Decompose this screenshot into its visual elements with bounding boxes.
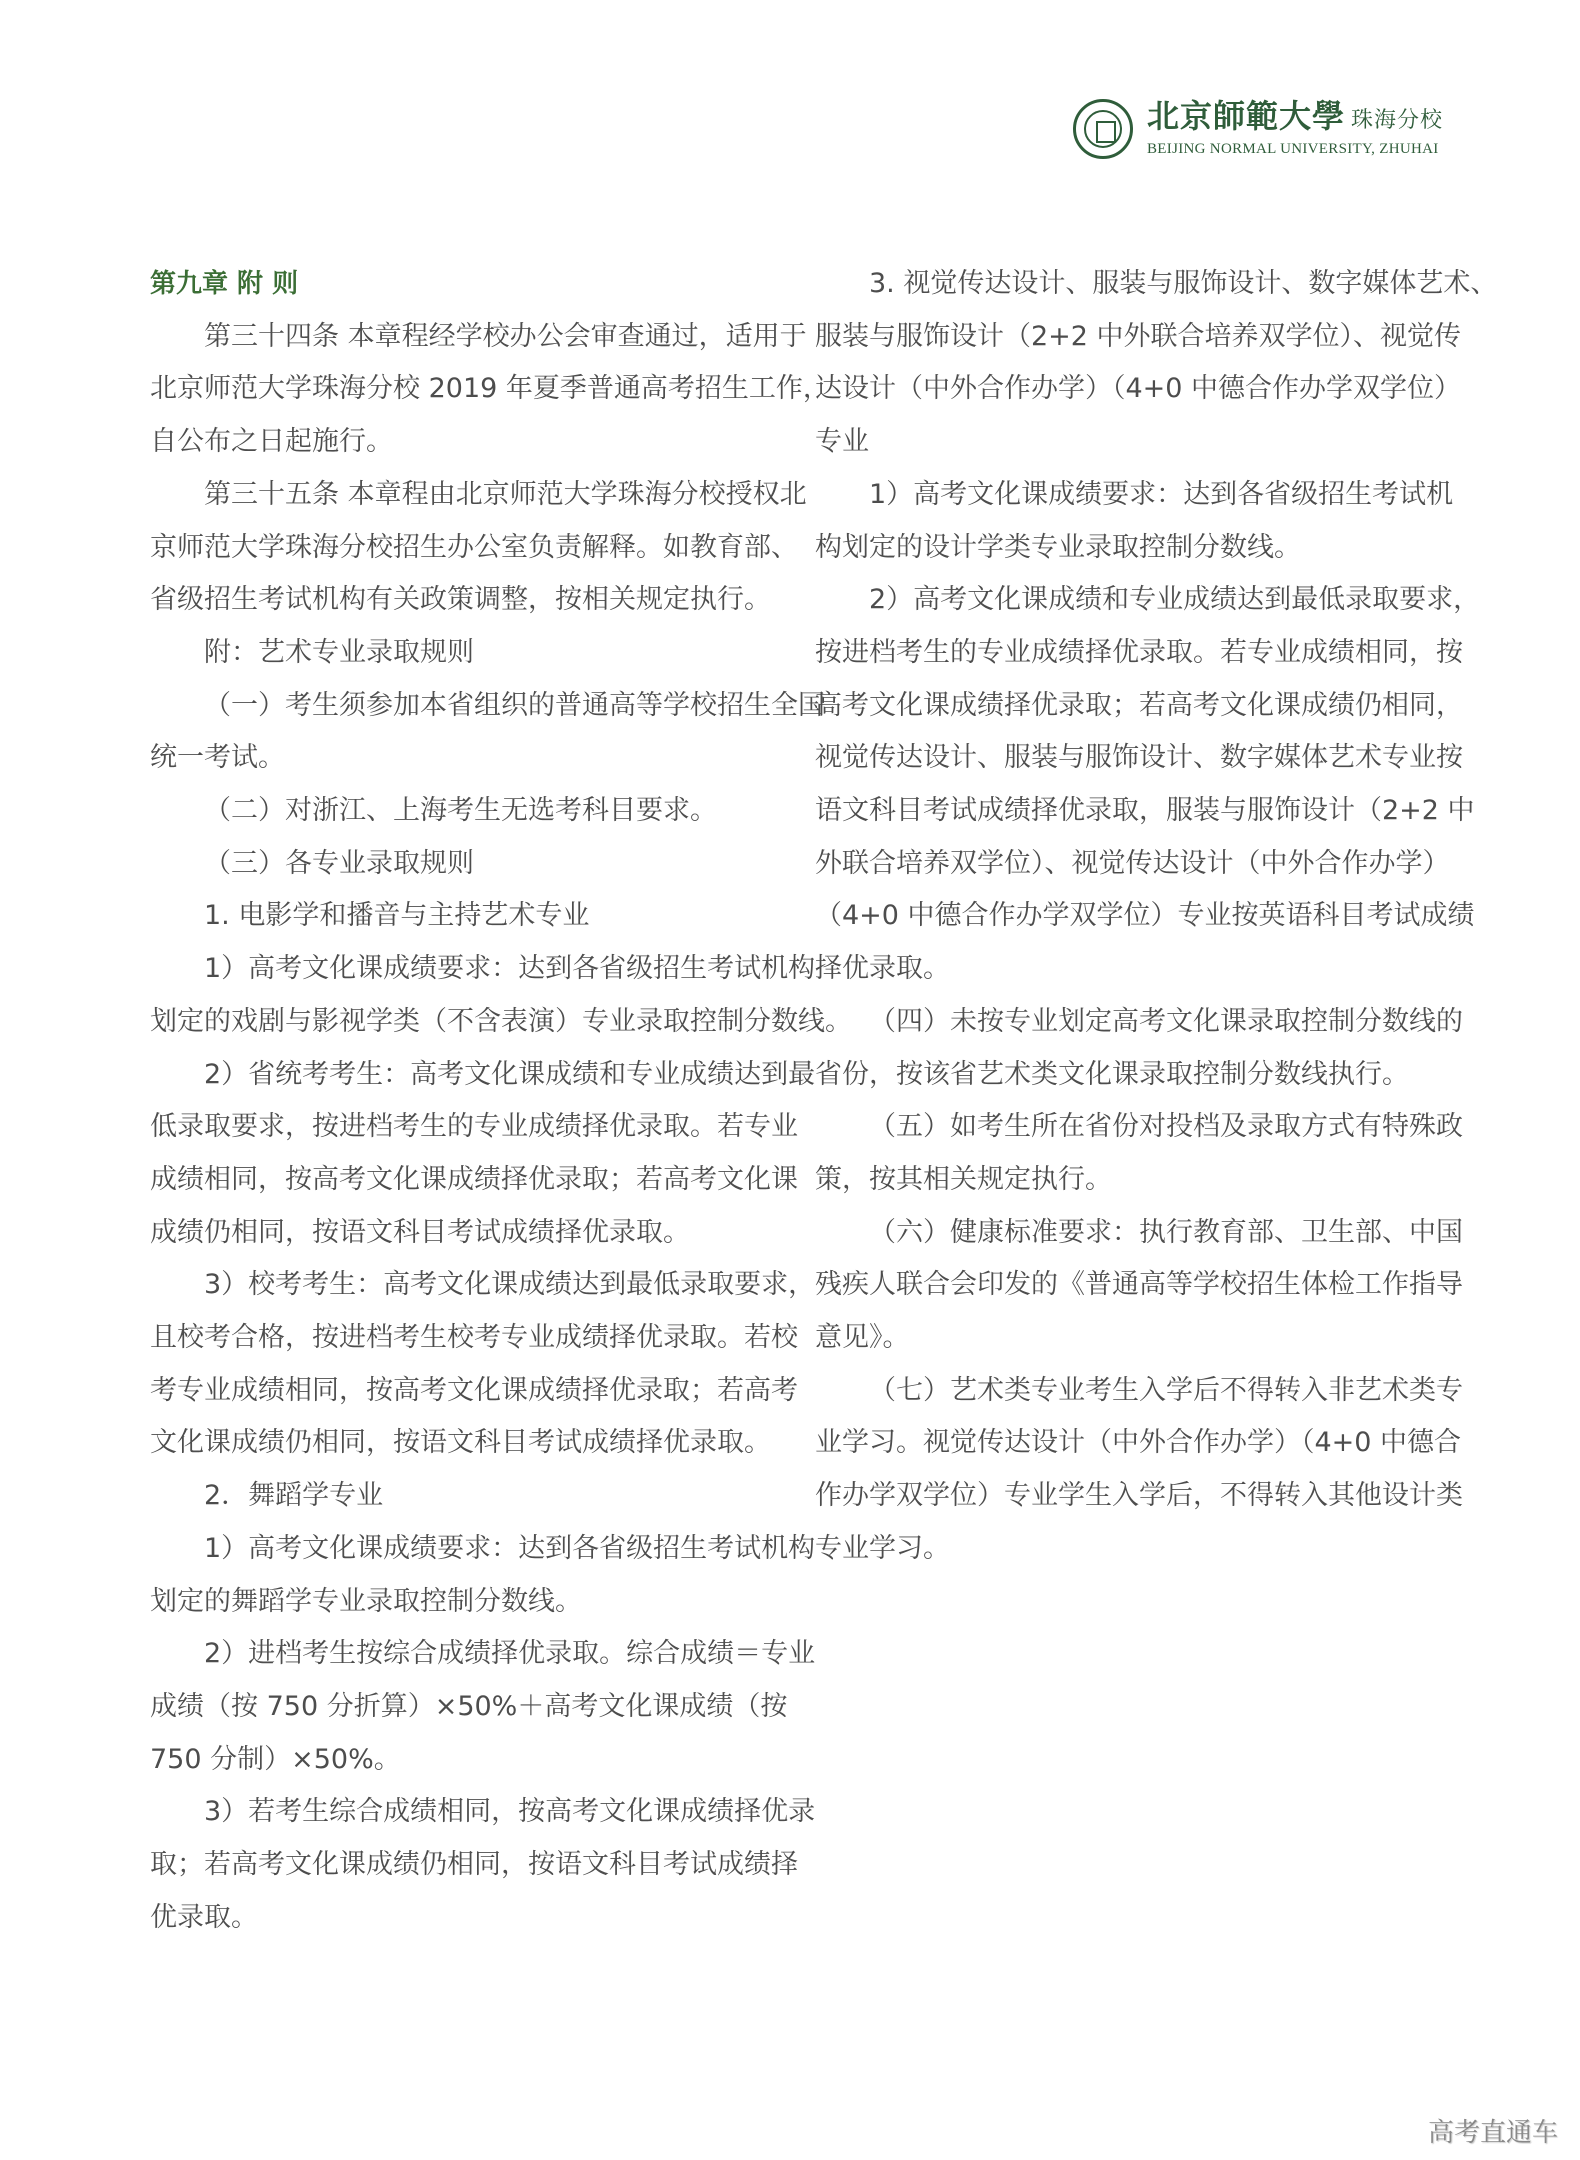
paragraph-line: 优录取。 — [150, 1901, 258, 1933]
paragraph-line: 3）校考考生：高考文化课成绩达到最低录取要求， — [204, 1269, 816, 1301]
paragraph-line: 策，按其相关规定执行。 — [815, 1163, 1112, 1195]
paragraph-line: 专业学习。 — [815, 1532, 950, 1564]
paragraph-line: （四）未按专业划定高考文化课录取控制分数线的 — [869, 1005, 1463, 1037]
paragraph-line: 专业 — [815, 426, 869, 458]
paragraph-line: 2．舞蹈学专业 — [204, 1480, 384, 1512]
paragraph-line: 服装与服饰设计（2+2 中外联合培养双学位）、视觉传 — [815, 320, 1462, 352]
logo-university-name: 北京師範大學 — [1147, 97, 1346, 135]
paragraph-line: 高考文化课成绩择优录取；若高考文化课成绩仍相同， — [815, 689, 1463, 721]
paragraph-line: （五）如考生所在省份对投档及录取方式有特殊政 — [869, 1111, 1463, 1143]
paragraph-line: 考专业成绩相同，按高考文化课成绩择优录取；若高考 — [150, 1374, 798, 1406]
paragraph-line: （七）艺术类专业考生入学后不得转入非艺术类专 — [869, 1374, 1463, 1406]
paragraph-line: 第三十五条 本章程由北京师范大学珠海分校授权北 — [204, 478, 807, 510]
logo-english-name: BEIJING NORMAL UNIVERSITY, ZHUHAI — [1147, 141, 1439, 157]
paragraph-line: 择优录取。 — [815, 953, 950, 985]
paragraph-line: 1. 电影学和播音与主持艺术专业 — [204, 900, 590, 932]
paragraph-line: 省级招生考试机构有关政策调整，按相关规定执行。 — [150, 584, 771, 616]
paragraph-line: （二）对浙江、上海考生无选考科目要求。 — [204, 795, 717, 826]
paragraph-line: 附：艺术专业录取规则 — [204, 636, 474, 668]
paragraph-line: 3）若考生综合成绩相同，按高考文化课成绩择优录 — [204, 1796, 816, 1828]
paragraph-line: 业学习。视觉传达设计（中外合作办学）（4+0 中德合 — [815, 1427, 1462, 1459]
paragraph-line: 3. 视觉传达设计、服装与服饰设计、数字媒体艺术、 — [869, 268, 1498, 299]
paragraph-line: 外联合培养双学位）、视觉传达设计（中外合作办学） — [815, 847, 1450, 879]
university-logo — [1073, 98, 1443, 159]
paragraph-line: 低录取要求，按进档考生的专业成绩择优录取。若专业 — [150, 1111, 798, 1143]
paragraph-line: 京师范大学珠海分校招生办公室负责解释。如教育部、 — [150, 531, 798, 563]
paragraph-line: 按进档考生的专业成绩择优录取。若专业成绩相同，按 — [815, 636, 1463, 668]
paragraph-line: 2）进档考生按综合成绩择优录取。综合成绩＝专业 — [204, 1638, 816, 1670]
watermark: 高考直通车 — [1427, 2118, 1558, 2148]
paragraph-line: 取；若高考文化课成绩仍相同，按语文科目考试成绩择 — [150, 1849, 798, 1880]
paragraph-line: 文化课成绩仍相同，按语文科目考试成绩择优录取。 — [150, 1427, 771, 1459]
logo-campus-name: 珠海分校 — [1351, 108, 1444, 133]
paragraph-line: 第三十四条 本章程经学校办公会审查通过，适用于 — [204, 320, 807, 352]
paragraph-line: 成绩相同，按高考文化课成绩择优录取；若高考文化课 — [150, 1163, 798, 1195]
paragraph-line: （一）考生须参加本省组织的普通高等学校招生全国 — [204, 689, 825, 721]
paragraph-line: 语文科目考试成绩择优录取，服装与服饰设计（2+2 中 — [815, 795, 1475, 826]
paragraph-line: 意见》。 — [815, 1322, 910, 1353]
paragraph-line: 成绩仍相同，按语文科目考试成绩择优录取。 — [150, 1216, 690, 1248]
paragraph-line: 构划定的设计学类专业录取控制分数线。 — [815, 531, 1301, 563]
paragraph-line: 作办学双学位）专业学生入学后，不得转入其他设计类 — [815, 1480, 1463, 1512]
paragraph-line: （三）各专业录取规则 — [204, 847, 474, 879]
logo-text — [1147, 98, 1443, 159]
paragraph-line: 2）省统考考生：高考文化课成绩和专业成绩达到最 — [204, 1058, 816, 1090]
paragraph-line: 划定的戏剧与影视学类（不含表演）专业录取控制分数线。 — [150, 1005, 852, 1037]
paragraph-line: 统一考试。 — [150, 742, 285, 774]
paragraph-line: 750 分制）×50%。 — [150, 1743, 401, 1775]
paragraph-line: 且校考合格，按进档考生校考专业成绩择优录取。若校 — [150, 1322, 798, 1353]
paragraph-line: （六）健康标准要求：执行教育部、卫生部、中国 — [869, 1216, 1463, 1248]
paragraph-line: 成绩（按 750 分折算）×50%＋高考文化课成绩（按 — [150, 1690, 788, 1722]
paragraph-line: 达设计（中外合作办学）（4+0 中德合作办学双学位） — [815, 373, 1462, 405]
logo-chinese-name — [1147, 98, 1443, 139]
paragraph-line: 2）高考文化课成绩和专业成绩达到最低录取要求， — [869, 584, 1481, 616]
paragraph-line: 1）高考文化课成绩要求：达到各省级招生考试机 — [869, 478, 1454, 510]
paragraph-line: 1）高考文化课成绩要求：达到各省级招生考试机构 — [204, 1532, 816, 1564]
university-seal-icon — [1073, 99, 1133, 159]
paragraph-line: 视觉传达设计、服装与服饰设计、数字媒体艺术专业按 — [815, 742, 1463, 774]
paragraph-line: 省份，按该省艺术类文化课录取控制分数线执行。 — [815, 1058, 1409, 1090]
paragraph-line: 北京师范大学珠海分校 2019 年夏季普通高考招生工作， — [150, 373, 830, 405]
paragraph-line: 1）高考文化课成绩要求：达到各省级招生考试机构 — [204, 953, 816, 985]
paragraph-line: 残疾人联合会印发的《普通高等学校招生体检工作指导 — [815, 1269, 1463, 1301]
paragraph-line: 划定的舞蹈学专业录取控制分数线。 — [150, 1585, 582, 1617]
paragraph-line: （4+0 中德合作办学双学位）专业按英语科目考试成绩 — [815, 900, 1475, 932]
chapter-heading: 第九章 附 则 — [150, 269, 299, 299]
paragraph-line: 自公布之日起施行。 — [150, 426, 393, 458]
